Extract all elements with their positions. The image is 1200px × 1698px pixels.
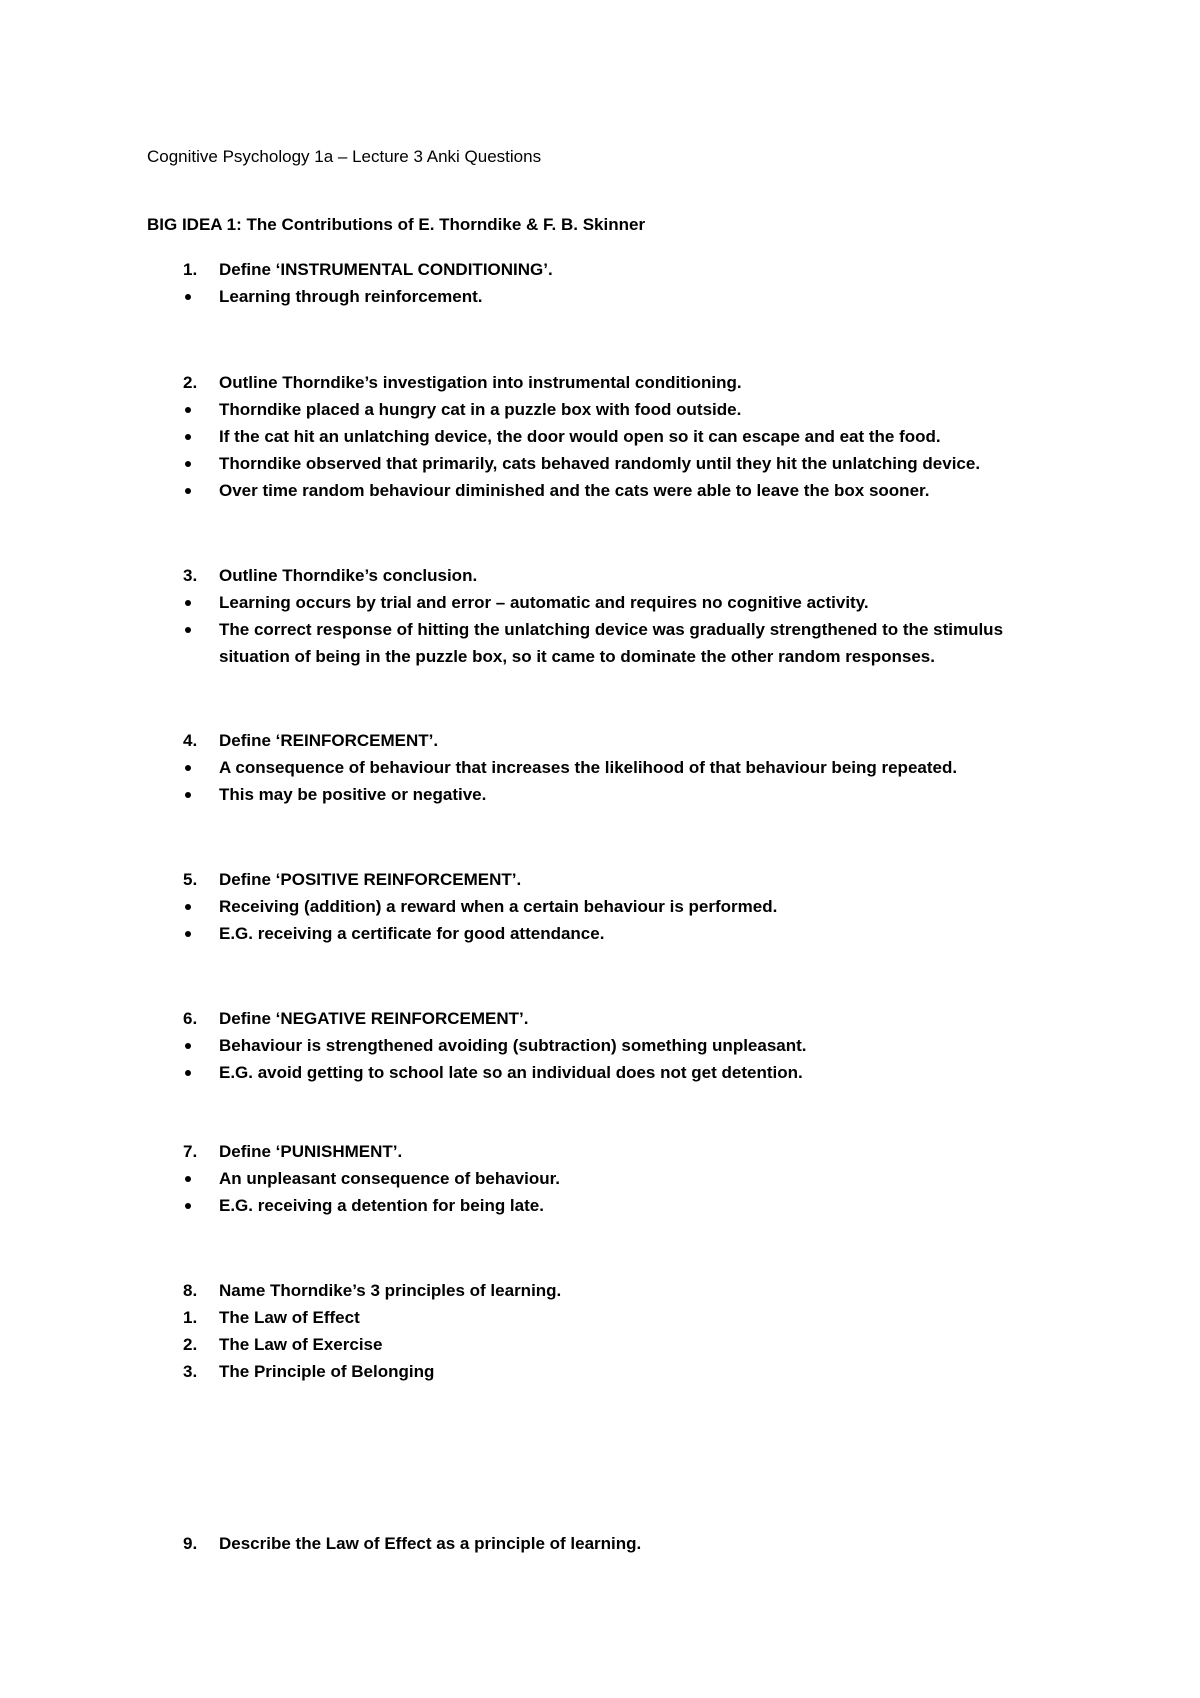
answer-text: The correct response of hitting the unlatching device was gradually strengthened to the stimulus: [219, 620, 1004, 639]
answer-bullet: [0, 589, 1200, 616]
answer-text: The Law of Effect: [219, 1308, 360, 1327]
answer-continuation: [0, 643, 1200, 670]
question-9: [0, 1530, 1200, 1557]
answer-bullet: [0, 1165, 1200, 1192]
bullet-icon: [185, 600, 191, 606]
answer-bullet: [0, 616, 1200, 643]
question-text: Name Thorndike’s 3 principles of learning.: [219, 1281, 562, 1300]
question-text: Outline Thorndike’s investigation into instrumental conditioning.: [219, 373, 742, 392]
bullet-icon: [185, 931, 191, 937]
question-text: Define ‘NEGATIVE REINFORCEMENT’.: [219, 1009, 529, 1028]
question-line: [0, 562, 1200, 589]
bullet-icon: [185, 1070, 191, 1076]
question-text: Define ‘PUNISHMENT’.: [219, 1142, 403, 1161]
bullet-icon: [185, 1043, 191, 1049]
answer-text: E.G. avoid getting to school late so an individual does not get detention.: [219, 1063, 803, 1082]
question-line: [0, 1530, 1200, 1557]
question-6: [0, 1005, 1200, 1086]
question-line: [0, 369, 1200, 396]
question-text: Outline Thorndike’s conclusion.: [219, 566, 478, 585]
question-2: [0, 369, 1200, 504]
bullet-icon: [185, 765, 191, 771]
answer-bullet: [0, 920, 1200, 947]
answer-text: Thorndike observed that primarily, cats behaved randomly until they hit the unlatching device.: [219, 454, 981, 473]
answer-text: Learning occurs by trial and error – automatic and requires no cognitive activity.: [219, 593, 869, 612]
question-text: Define ‘INSTRUMENTAL CONDITIONING’.: [219, 260, 553, 279]
question-number: 9.: [183, 1534, 198, 1553]
answer-text: Over time random behaviour diminished and the cats were able to leave the box sooner.: [219, 481, 930, 500]
bullet-icon: [185, 294, 191, 300]
question-1: [0, 256, 1200, 310]
answer-bullet: [0, 1059, 1200, 1086]
answer-text: Behaviour is strengthened avoiding (subtraction) something unpleasant.: [219, 1036, 807, 1055]
question-line: [0, 866, 1200, 893]
document-title: Cognitive Psychology 1a – Lecture 3 Anki Questions: [147, 147, 542, 166]
answer-bullet: [0, 283, 1200, 310]
question-4: [0, 727, 1200, 808]
question-number: 3.: [183, 566, 198, 585]
bullet-icon: [185, 627, 191, 633]
bullet-icon: [185, 461, 191, 467]
answer-bullet: [0, 477, 1200, 504]
item-number: 2.: [183, 1335, 198, 1354]
answer-numbered-item: [0, 1358, 1200, 1385]
answer-text: E.G. receiving a detention for being late.: [219, 1196, 544, 1215]
question-line: [0, 1277, 1200, 1304]
question-number: 2.: [183, 373, 198, 392]
answer-text: E.G. receiving a certificate for good attendance.: [219, 924, 605, 943]
question-line: [0, 1005, 1200, 1032]
answer-numbered-item: [0, 1304, 1200, 1331]
question-number: 8.: [183, 1281, 198, 1300]
answer-text: The Law of Exercise: [219, 1335, 383, 1354]
answer-bullet: [0, 450, 1200, 477]
question-number: 4.: [183, 731, 198, 750]
question-5: [0, 866, 1200, 947]
answer-bullet: [0, 893, 1200, 920]
question-7: [0, 1138, 1200, 1219]
answer-numbered-item: [0, 1331, 1200, 1358]
bullet-icon: [185, 1203, 191, 1209]
bullet-icon: [185, 488, 191, 494]
answer-text: An unpleasant consequence of behaviour.: [219, 1169, 561, 1188]
answer-bullet: [0, 1032, 1200, 1059]
answer-bullet: [0, 423, 1200, 450]
question-line: [0, 727, 1200, 754]
bullet-icon: [185, 1176, 191, 1182]
question-line: [0, 1138, 1200, 1165]
section-heading: BIG IDEA 1: The Contributions of E. Thorndike & F. B. Skinner: [147, 215, 646, 234]
answer-bullet: [0, 781, 1200, 808]
bullet-icon: [185, 904, 191, 910]
answer-text: If the cat hit an unlatching device, the door would open so it can escape and eat the food.: [219, 427, 941, 446]
answer-bullet: [0, 396, 1200, 423]
question-text: Describe the Law of Effect as a principle of learning.: [219, 1534, 642, 1553]
answer-text: The Principle of Belonging: [219, 1362, 435, 1381]
answer-text: situation of being in the puzzle box, so it came to dominate the other random responses.: [219, 647, 935, 666]
item-number: 1.: [183, 1308, 198, 1327]
answer-bullet: [0, 1192, 1200, 1219]
question-number: 1.: [183, 260, 198, 279]
question-text: Define ‘REINFORCEMENT’.: [219, 731, 439, 750]
answer-text: A consequence of behaviour that increases the likelihood of that behaviour being repeated.: [219, 758, 958, 777]
answer-text: Receiving (addition) a reward when a certain behaviour is performed.: [219, 897, 778, 916]
question-text: Define ‘POSITIVE REINFORCEMENT’.: [219, 870, 522, 889]
question-number: 5.: [183, 870, 198, 889]
question-number: 7.: [183, 1142, 198, 1161]
item-number: 3.: [183, 1362, 198, 1381]
bullet-icon: [185, 434, 191, 440]
answer-text: This may be positive or negative.: [219, 785, 487, 804]
answer-bullet: [0, 754, 1200, 781]
question-line: [0, 256, 1200, 283]
answer-text: Learning through reinforcement.: [219, 287, 483, 306]
answer-text: Thorndike placed a hungry cat in a puzzle box with food outside.: [219, 400, 742, 419]
question-3: [0, 562, 1200, 670]
bullet-icon: [185, 792, 191, 798]
question-8: [0, 1277, 1200, 1385]
bullet-icon: [185, 407, 191, 413]
question-number: 6.: [183, 1009, 198, 1028]
